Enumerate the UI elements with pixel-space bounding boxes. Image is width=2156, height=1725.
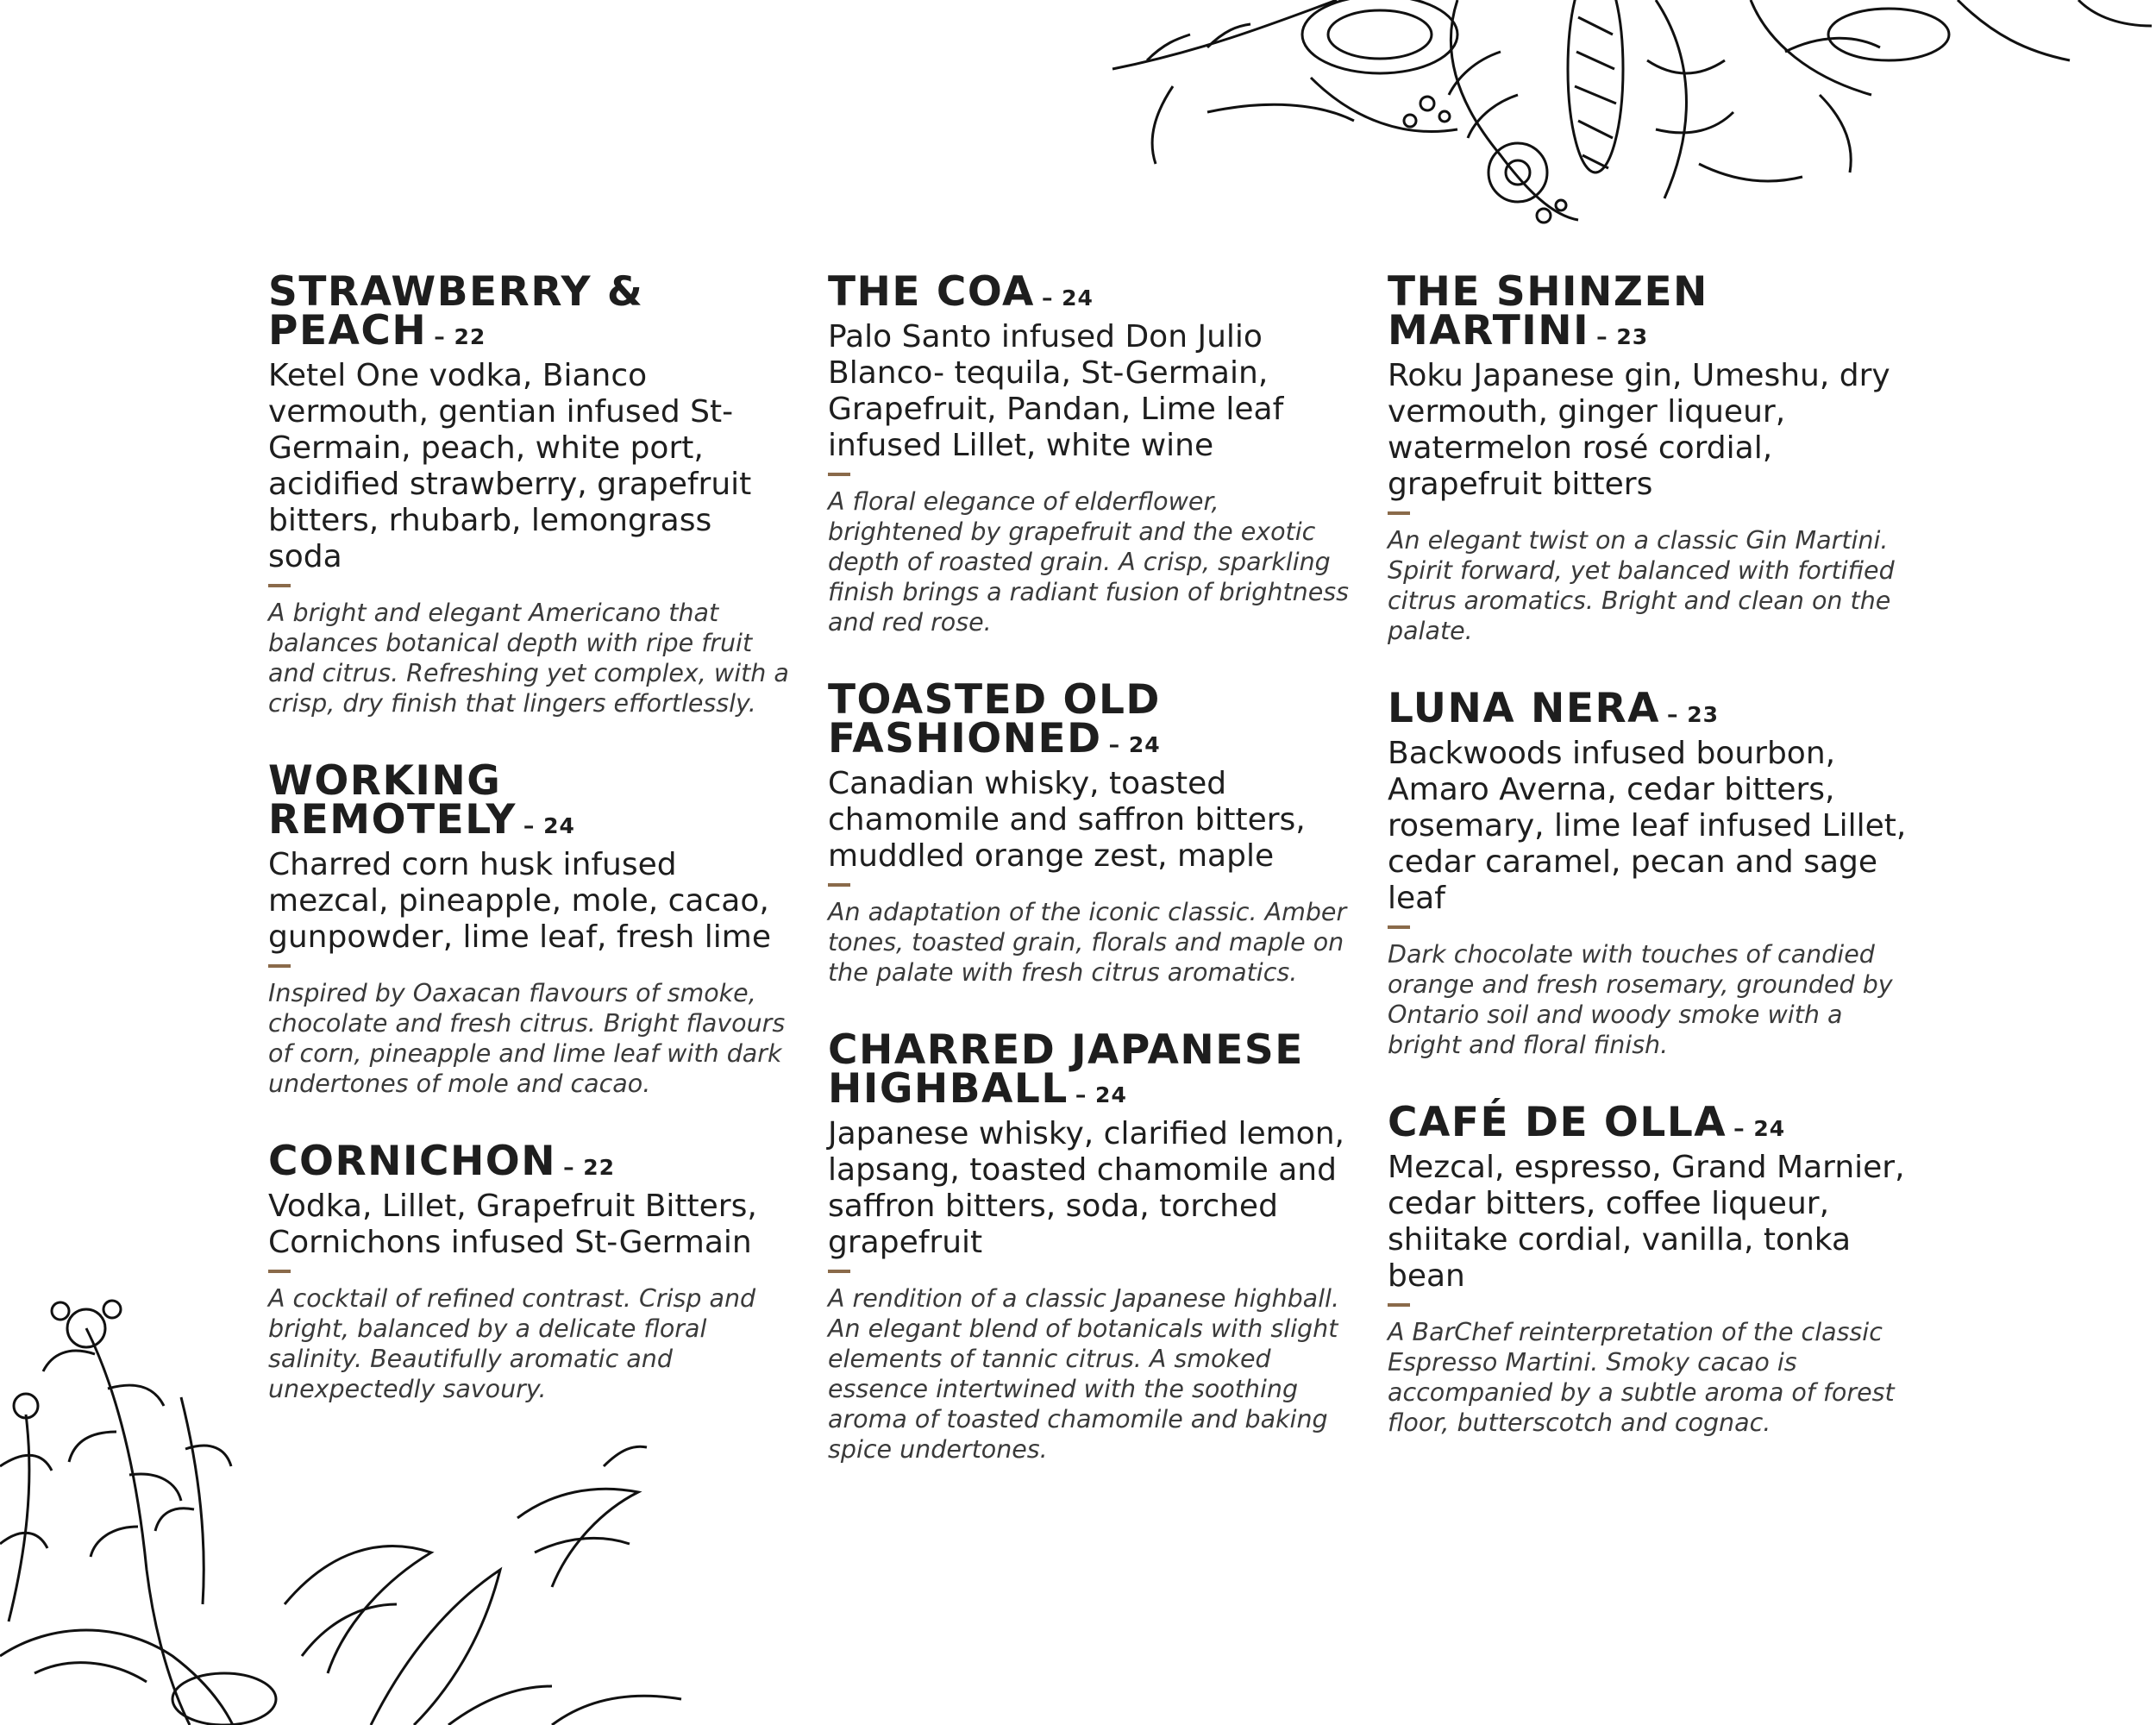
accent-divider xyxy=(268,1270,291,1273)
accent-divider xyxy=(1388,1303,1410,1307)
cocktail-price: – 24 xyxy=(1075,1082,1127,1107)
accent-divider xyxy=(828,883,850,887)
accent-divider xyxy=(1388,511,1410,515)
cocktail-ingredients: Roku Japanese gin, Umeshu, dry vermouth, ginger liqueur, watermelon rosé cordial, grapefruit bitters xyxy=(1388,358,1890,502)
cocktail-description: A rendition of a classic Japanese highball. An elegant blend of botanicals with slight elements of tannic citrus. A smoked essence intertwined with the soothing aroma of toasted chamomile and baking spice undertones. xyxy=(828,1284,1340,1464)
cocktail-ingredients: Charred corn husk infused mezcal, pineapple, mole, cacao, gunpowder, lime leaf, fresh lime xyxy=(268,847,771,955)
cocktail-item xyxy=(1388,1099,1914,1438)
cocktail-name: THE COA – 24 xyxy=(828,268,1094,316)
cocktail-price: – 24 xyxy=(523,813,575,838)
cocktail-item xyxy=(1388,268,1914,646)
cocktail-price: – 24 xyxy=(1733,1116,1786,1141)
cocktail-description: Dark chocolate with touches of candied orange and fresh rosemary, grounded by Ontario soil and woody smoke with a bright and floral finish. xyxy=(1388,940,1893,1059)
cocktail-ingredients: Mezcal, espresso, Grand Marnier, cedar bitters, coffee liqueur, shiitake cordial, vanilla, tonka bean xyxy=(1388,1150,1905,1294)
cocktail-price: – 22 xyxy=(434,324,486,349)
menu-column-1 xyxy=(268,268,794,1447)
cocktail-name: THE SHINZEN MARTINI – 23 xyxy=(1388,268,1708,354)
menu-column-2 xyxy=(828,268,1354,1508)
cocktail-description: Inspired by Oaxacan flavours of smoke, chocolate and fresh citrus. Bright flavours of corn, pineapple and lime leaf with dark undertones of mole and cacao. xyxy=(268,979,786,1098)
cocktail-ingredients: Ketel One vodka, Bianco vermouth, gentian infused St-Germain, peach, white port, acidified strawberry, grapefruit bitters, rhubarb, lemongrass soda xyxy=(268,358,752,574)
cocktail-name: LUNA NERA – 23 xyxy=(1388,685,1720,732)
cocktail-description: A BarChef reinterpretation of the classic Espresso Martini. Smoky cacao is accompanied by a subtle aroma of forest floor, butterscotch and cognac. xyxy=(1388,1318,1895,1437)
cocktail-price: – 23 xyxy=(1596,324,1649,349)
cocktail-ingredients: Backwoods infused bourbon, Amaro Averna, cedar bitters, rosemary, lime leaf infused Lillet, cedar caramel, pecan and sage leaf xyxy=(1388,736,1907,916)
accent-divider xyxy=(828,1270,850,1273)
menu-column-3 xyxy=(1388,268,1914,1481)
cocktail-price: – 24 xyxy=(1108,732,1161,757)
cocktail-description: A floral elegance of elderflower, brightened by grapefruit and the exotic depth of roasted grain. A crisp, sparkling finish brings a radiant fusion of brightness and red rose. xyxy=(828,487,1349,637)
cocktail-ingredients: Canadian whisky, toasted chamomile and saffron bitters, muddled orange zest, maple xyxy=(828,766,1306,874)
cocktail-name: TOASTED OLD FASHIONED – 24 xyxy=(828,676,1161,762)
cocktail-ingredients: Palo Santo infused Don Julio Blanco- tequila, St-Germain, Grapefruit, Pandan, Lime leaf infused Lillet, white wine xyxy=(828,319,1284,463)
cocktail-item xyxy=(828,268,1354,637)
cocktail-item xyxy=(268,757,794,1099)
cocktail-description: An elegant twist on a classic Gin Martini. Spirit forward, yet balanced with fortified citrus aromatics. Bright and clean on the palate. xyxy=(1388,526,1895,645)
botanical-illustration-top xyxy=(1095,0,2156,224)
cocktail-description: An adaptation of the iconic classic. Amber tones, toasted grain, florals and maple on the palate with fresh citrus aromatics. xyxy=(828,898,1347,987)
cocktail-item xyxy=(268,268,794,718)
cocktail-price: – 22 xyxy=(563,1155,616,1180)
cocktail-item xyxy=(268,1138,794,1404)
accent-divider xyxy=(1388,925,1410,929)
cocktail-name: CORNICHON – 22 xyxy=(268,1138,616,1185)
cocktail-description: A cocktail of refined contrast. Crisp and bright, balanced by a delicate floral salinity. Beautifully aromatic and unexpectedly savoury. xyxy=(268,1284,756,1403)
cocktail-price: – 23 xyxy=(1667,702,1720,727)
cocktail-name: STRAWBERRY & PEACH – 22 xyxy=(268,268,644,354)
cocktail-ingredients: Japanese whisky, clarified lemon, lapsang, toasted chamomile and saffron bitters, soda, torched grapefruit xyxy=(828,1116,1344,1260)
cocktail-item xyxy=(828,676,1354,988)
cocktail-description: A bright and elegant Americano that balances botanical depth with ripe fruit and citrus. Refreshing yet complex, with a crisp, dry finish that lingers effortlessly. xyxy=(268,599,789,718)
accent-divider xyxy=(828,473,850,476)
cocktail-price: – 24 xyxy=(1041,285,1094,310)
accent-divider xyxy=(268,584,291,587)
cocktail-name: WORKING REMOTELY – 24 xyxy=(268,757,575,844)
accent-divider xyxy=(268,964,291,968)
cocktail-item xyxy=(828,1026,1354,1465)
cocktail-name: CAFÉ DE OLLA – 24 xyxy=(1388,1099,1786,1146)
cocktail-ingredients: Vodka, Lillet, Grapefruit Bitters, Cornichons infused St-Germain xyxy=(268,1189,757,1260)
cocktail-name: CHARRED JAPANESE HIGHBALL – 24 xyxy=(828,1026,1304,1113)
cocktail-item xyxy=(1388,685,1914,1060)
